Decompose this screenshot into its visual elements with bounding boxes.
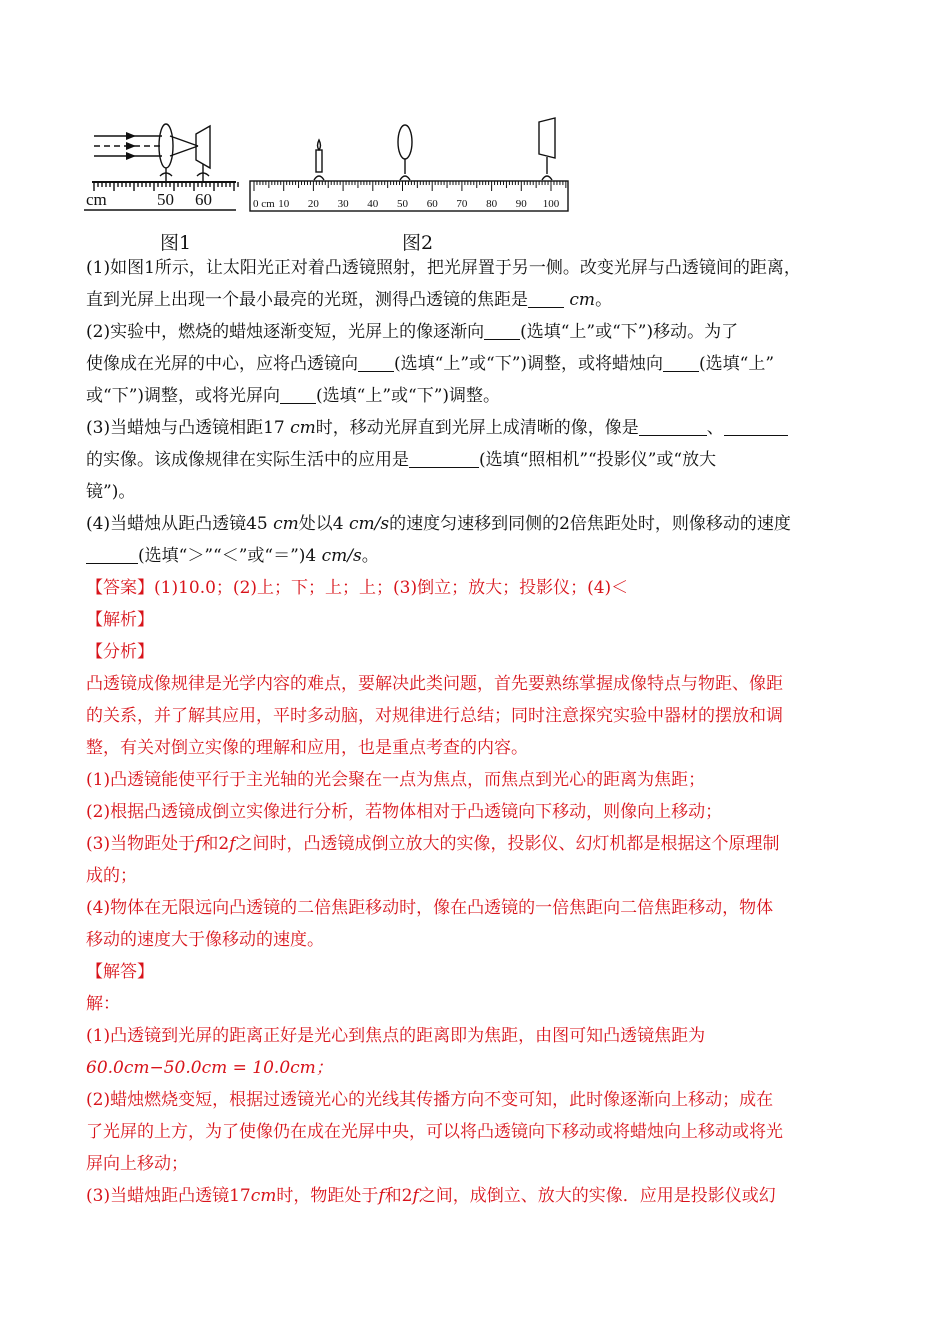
analysis-point-4-cont: 移动的速度大于像移动的速度。 [86,930,324,950]
question-4-line-2: (选填“＞”“＜”或“＝”)4 cm/s。 [86,540,866,572]
question-2-line-3: 或“下”)调整，或将光屏向 (选填“上”或“下”)调整。 [86,386,501,406]
fig2-tick-label: 90 [515,198,527,210]
answer-blank [484,321,520,340]
fig2-tick-label: 70 [456,198,468,210]
figure-2-caption: 图2 [402,232,434,254]
analysis-intro-2: 的关系，并了解其应用，平时多动脑，对规律进行总结；同时注意探究实验中器材的摆放和调 [86,706,783,726]
analysis-label: 【解析】 [86,610,154,630]
question-1-line-1: (1)如图1所示，让太阳光正对着凸透镜照射，把光屏置于另一侧。改变光屏与凸透镜间的距离， [86,258,801,278]
solution-2-end: 屏向上移动； [86,1154,188,1174]
fig2-tick-label: 40 [367,198,379,210]
fig2-tick-label: 10 [278,198,290,210]
analysis-point-4: (4)物体在无限远向凸透镜的二倍焦距移动时，像在凸透镜的一倍焦距向二倍焦距移动，物体 [86,898,774,918]
lens-icon [398,125,412,159]
answer-blank [528,289,564,308]
question-1-line-2: 直到光屏上出现一个最小最亮的光斑，测得凸透镜的焦距是 cm。 [86,290,613,310]
analysis-intro-3: 整，有关对倒立实像的理解和应用，也是重点考查的内容。 [86,738,528,758]
question-2-line-1: (2)实验中，燃烧的蜡烛逐渐变短，光屏上的像逐渐向 (选填“上”或“下”)移动。为了 [86,322,739,342]
document-body [86,252,866,1212]
answer-blank [724,417,788,436]
solution-label: 【解答】 [86,962,154,982]
solution-3: (3)当蜡烛距凸透镜17cm时，物距处于f和2f之间，成倒立、放大的实像．应用是投影仪或幻 [86,1186,776,1206]
analysis-intro-1: 凸透镜成像规律是光学内容的难点，要解决此类问题，首先要熟练掌握成像特点与物距、像距 [86,674,783,694]
solution-1-formula: 60.0cm−50.0cm = 10.0cm； [86,1058,333,1078]
figure-svg [84,112,584,254]
fig2-tick-label: 60 [426,198,438,210]
fig1-tick-label: 50 [157,190,174,209]
candle-icon [316,150,322,172]
answer-blank [409,449,479,468]
analysis-point-3: (3)当物距处于f和2f之间时，凸透镜成倒立放大的实像，投影仪、幻灯机都是根据这个原理制 [86,834,780,854]
solution-intro: 解： [86,994,120,1014]
ray-arrow-icon [126,152,136,160]
answer-blank [86,545,138,564]
answer-blank [280,385,316,404]
analysis-point-3-cont: 成的； [86,866,137,886]
fig1-tick-label: 60 [195,190,212,209]
screen-icon [196,126,210,168]
analysis-sub-label: 【分析】 [86,642,154,662]
answer-blank [663,353,699,372]
ray-arrow-icon [126,142,136,150]
fig2-tick-label: 30 [337,198,349,210]
analysis-point-2: (2)根据凸透镜成倒立实像进行分析，若物体相对于凸透镜向下移动，则像向上移动； [86,802,723,822]
fig2-axis-unit: 0 cm [253,198,275,210]
fig2-tick-label: 50 [397,198,408,210]
solution-2-cont: 了光屏的上方，为了使像仍在成在光屏中央，可以将凸透镜向下移动或将蜡烛向上移动或将光 [86,1122,783,1142]
answer-blank [639,417,707,436]
solution-2: (2)蜡烛燃烧变短，根据过透镜光心的光线其传播方向不变可知，此时像逐渐向上移动；成在 [86,1090,774,1110]
fig1-axis-unit: cm [86,190,107,209]
question-3-line-1: (3)当蜡烛与凸透镜相距17 cm时，移动光屏直到光屏上成清晰的像，像是 、 [86,412,866,444]
question-3-line-2: 的实像。该成像规律在实际生活中的应用是 (选填“照相机”“投影仪”或“放大 [86,450,717,470]
fig2-tick-label: 100 [542,198,560,210]
answer-line: 【答案】(1)10.0；(2)上；下；上；上；(3)倒立；放大；投影仪；(4)＜ [86,578,629,598]
figure-1-caption: 图1 [160,232,192,254]
flame-icon [318,140,321,150]
solution-1: (1)凸透镜到光屏的距离正好是光心到焦点的距离即为焦距，由图可知凸透镜焦距为 [86,1026,706,1046]
lens-icon [159,124,173,168]
answer-blank [358,353,394,372]
figures-area [84,112,584,254]
question-4-line-1: (4)当蜡烛从距凸透镜45 cm处以4 cm/s的速度匀速移到同侧的2倍焦距处时，则像移动的速度 [86,514,791,534]
ray-arrow-icon [126,132,136,140]
analysis-point-1: (1)凸透镜能使平行于主光轴的光会聚在一点为焦点，而焦点到光心的距离为焦距； [86,770,706,790]
screen-icon [539,118,555,158]
question-2-line-2: 使像成在光屏的中心，应将凸透镜向 (选填“上”或“下”)调整，或将蜡烛向 (选填“上” [86,354,775,374]
fig2-tick-label: 20 [307,198,319,210]
fig2-tick-label: 80 [486,198,498,210]
question-3-line-3: 镜”)。 [86,482,136,502]
